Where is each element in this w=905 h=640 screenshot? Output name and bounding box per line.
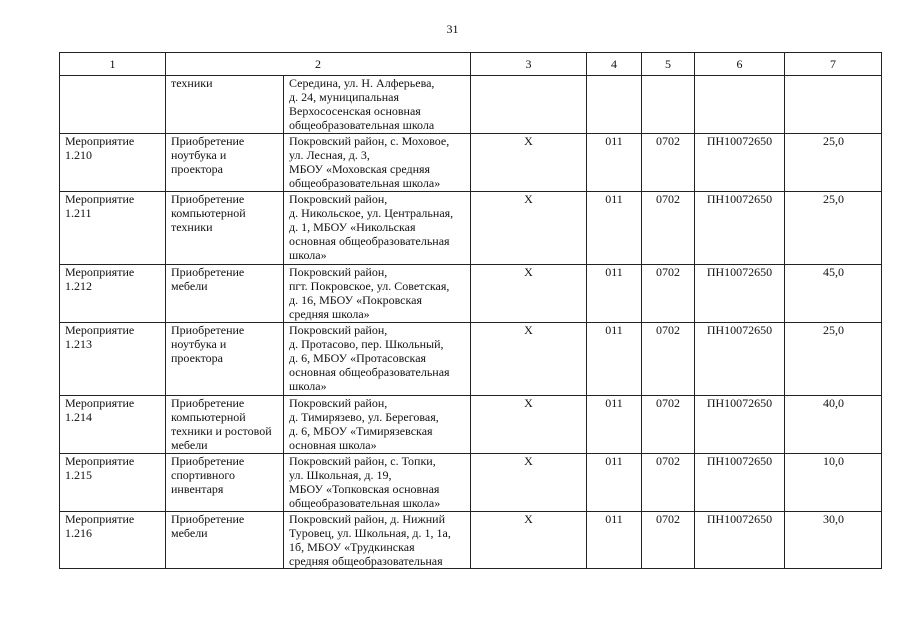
mark-cell: Х bbox=[471, 512, 587, 569]
event-number-cell bbox=[60, 192, 166, 265]
address-cell-line: общеобразовательная школа» bbox=[289, 176, 441, 190]
purchase-cell bbox=[166, 512, 284, 569]
table-row bbox=[60, 512, 882, 569]
section-cell: 0702 bbox=[642, 134, 695, 192]
target-code-cell: ПН10072650 bbox=[695, 512, 785, 569]
purchase-cell-line: техники и ростовой bbox=[171, 424, 272, 438]
target-code-cell: ПН10072650 bbox=[695, 134, 785, 192]
address-cell-line: школа» bbox=[289, 379, 327, 393]
amount-cell: 25,0 bbox=[785, 323, 882, 396]
address-cell-line: средняя общеобразовательная bbox=[289, 554, 443, 568]
address-cell-line: д. Тимирязево, ул. Береговая, bbox=[289, 410, 439, 424]
purchase-cell-line: мебели bbox=[171, 279, 208, 293]
purchase-cell-line: Приобретение bbox=[171, 512, 245, 526]
section-cell: 0702 bbox=[642, 323, 695, 396]
event-number-cell-line: 1.214 bbox=[65, 410, 92, 424]
address-cell-line: Покровский район, bbox=[289, 192, 388, 206]
purchase-cell-line: Приобретение bbox=[171, 265, 245, 279]
amount-cell: 40,0 bbox=[785, 396, 882, 454]
purchase-cell-line: Приобретение bbox=[171, 192, 245, 206]
cont-col2 bbox=[166, 76, 284, 134]
mark-cell: Х bbox=[471, 396, 587, 454]
address-cell-line: МБОУ «Топковская основная bbox=[289, 482, 440, 496]
address-cell-line: основная школа» bbox=[289, 438, 377, 452]
cont-col4 bbox=[471, 76, 587, 134]
address-cell-line: ул. Лесная, д. 3, bbox=[289, 148, 370, 162]
mark-cell: Х bbox=[471, 265, 587, 323]
address-cell-line: ул. Школьная, д. 19, bbox=[289, 468, 392, 482]
header-cell-1: 1 bbox=[60, 53, 166, 76]
header-cell-5: 5 bbox=[642, 53, 695, 76]
address-cell-line: пгт. Покровское, ул. Советская, bbox=[289, 279, 450, 293]
address-cell bbox=[284, 192, 471, 265]
event-number-cell-line: 1.213 bbox=[65, 337, 92, 351]
cont-col3-line: Верхососенская основная bbox=[289, 104, 421, 118]
mark-cell: Х bbox=[471, 323, 587, 396]
amount-cell: 25,0 bbox=[785, 192, 882, 265]
address-cell-line: Покровский район, bbox=[289, 323, 388, 337]
address-cell-line: школа» bbox=[289, 248, 327, 262]
code-cell: 011 bbox=[587, 512, 642, 569]
amount-cell: 45,0 bbox=[785, 265, 882, 323]
purchase-cell bbox=[166, 265, 284, 323]
cont-col5 bbox=[587, 76, 642, 134]
address-cell-line: Покровский район, bbox=[289, 265, 388, 279]
address-cell-line: основная общеобразовательная bbox=[289, 234, 450, 248]
cont-col8 bbox=[785, 76, 882, 134]
event-number-cell bbox=[60, 134, 166, 192]
purchase-cell-line: инвентаря bbox=[171, 482, 224, 496]
purchase-cell bbox=[166, 323, 284, 396]
event-number-cell bbox=[60, 454, 166, 512]
table-row bbox=[60, 192, 882, 265]
event-number-cell-line: 1.210 bbox=[65, 148, 92, 162]
target-code-cell: ПН10072650 bbox=[695, 323, 785, 396]
address-cell-line: 1б, МБОУ «Трудкинская bbox=[289, 540, 415, 554]
mark-cell: Х bbox=[471, 134, 587, 192]
purchase-cell bbox=[166, 454, 284, 512]
cont-col3 bbox=[284, 76, 471, 134]
header-cell-4: 4 bbox=[587, 53, 642, 76]
event-number-cell bbox=[60, 512, 166, 569]
event-number-cell-line: Мероприятие bbox=[65, 512, 135, 526]
address-cell-line: д. Никольское, ул. Центральная, bbox=[289, 206, 454, 220]
address-cell bbox=[284, 134, 471, 192]
cont-col3-line: д. 24, муниципальная bbox=[289, 90, 399, 104]
address-cell-line: д. Протасово, пер. Школьный, bbox=[289, 337, 444, 351]
table-row bbox=[60, 323, 882, 396]
address-cell-line: Покровский район, с. Моховое, bbox=[289, 134, 450, 148]
purchase-cell-line: компьютерной bbox=[171, 410, 246, 424]
address-cell bbox=[284, 512, 471, 569]
amount-cell: 30,0 bbox=[785, 512, 882, 569]
purchase-cell-line: проектора bbox=[171, 351, 223, 365]
section-cell: 0702 bbox=[642, 192, 695, 265]
budget-table bbox=[59, 52, 882, 569]
purchase-cell-line: техники bbox=[171, 220, 213, 234]
code-cell: 011 bbox=[587, 192, 642, 265]
mark-cell: Х bbox=[471, 454, 587, 512]
purchase-cell-line: Приобретение bbox=[171, 134, 245, 148]
event-number-cell-line: 1.215 bbox=[65, 468, 92, 482]
event-number-cell bbox=[60, 265, 166, 323]
purchase-cell-line: ноутбука и bbox=[171, 337, 227, 351]
address-cell-line: МБОУ «Моховская средняя bbox=[289, 162, 431, 176]
cont-col6 bbox=[642, 76, 695, 134]
table-row bbox=[60, 134, 882, 192]
page-number: 31 bbox=[446, 22, 459, 36]
header-cell-6: 6 bbox=[695, 53, 785, 76]
address-cell-line: д. 6, МБОУ «Тимирязевская bbox=[289, 424, 433, 438]
purchase-cell bbox=[166, 396, 284, 454]
event-number-cell-line: Мероприятие bbox=[65, 265, 135, 279]
purchase-cell-line: компьютерной bbox=[171, 206, 246, 220]
event-number-cell-line: Мероприятие bbox=[65, 192, 135, 206]
header-row bbox=[60, 53, 882, 76]
purchase-cell-line: спортивного bbox=[171, 468, 235, 482]
address-cell-line: общеобразовательная школа» bbox=[289, 496, 441, 510]
address-cell bbox=[284, 265, 471, 323]
purchase-cell-line: Приобретение bbox=[171, 323, 245, 337]
purchase-cell-line: мебели bbox=[171, 438, 208, 452]
cont-col2-line: техники bbox=[171, 76, 213, 90]
address-cell-line: Покровский район, bbox=[289, 396, 388, 410]
target-code-cell: ПН10072650 bbox=[695, 265, 785, 323]
purchase-cell-line: мебели bbox=[171, 526, 208, 540]
code-cell: 011 bbox=[587, 134, 642, 192]
table-row bbox=[60, 454, 882, 512]
mark-cell: Х bbox=[471, 192, 587, 265]
event-number-cell-line: 1.211 bbox=[65, 206, 92, 220]
event-number-cell-line: Мероприятие bbox=[65, 396, 135, 410]
amount-cell: 10,0 bbox=[785, 454, 882, 512]
target-code-cell: ПН10072650 bbox=[695, 454, 785, 512]
section-cell: 0702 bbox=[642, 512, 695, 569]
address-cell-line: Покровский район, с. Топки, bbox=[289, 454, 436, 468]
address-cell-line: Туровец, ул. Школьная, д. 1, 1а, bbox=[289, 526, 451, 540]
header-cell-7: 7 bbox=[785, 53, 882, 76]
cont-col1 bbox=[60, 76, 166, 134]
address-cell-line: д. 16, МБОУ «Покровская bbox=[289, 293, 422, 307]
event-number-cell bbox=[60, 396, 166, 454]
table-row bbox=[60, 265, 882, 323]
section-cell: 0702 bbox=[642, 265, 695, 323]
event-number-cell-line: Мероприятие bbox=[65, 323, 135, 337]
target-code-cell: ПН10072650 bbox=[695, 396, 785, 454]
code-cell: 011 bbox=[587, 265, 642, 323]
address-cell-line: средняя школа» bbox=[289, 307, 370, 321]
address-cell bbox=[284, 454, 471, 512]
code-cell: 011 bbox=[587, 454, 642, 512]
address-cell-line: д. 1, МБОУ «Никольская bbox=[289, 220, 416, 234]
address-cell bbox=[284, 396, 471, 454]
purchase-cell-line: Приобретение bbox=[171, 454, 245, 468]
purchase-cell-line: Приобретение bbox=[171, 396, 245, 410]
event-number-cell-line: Мероприятие bbox=[65, 454, 135, 468]
code-cell: 011 bbox=[587, 323, 642, 396]
address-cell-line: д. 6, МБОУ «Протасовская bbox=[289, 351, 427, 365]
cont-col3-line: общеобразовательная школа bbox=[289, 118, 435, 132]
section-cell: 0702 bbox=[642, 396, 695, 454]
header-cell-3: 3 bbox=[471, 53, 587, 76]
section-cell: 0702 bbox=[642, 454, 695, 512]
purchase-cell-line: проектора bbox=[171, 162, 223, 176]
purchase-cell bbox=[166, 192, 284, 265]
event-number-cell-line: 1.212 bbox=[65, 279, 92, 293]
purchase-cell bbox=[166, 134, 284, 192]
event-number-cell bbox=[60, 323, 166, 396]
address-cell bbox=[284, 323, 471, 396]
event-number-cell-line: 1.216 bbox=[65, 526, 92, 540]
target-code-cell: ПН10072650 bbox=[695, 192, 785, 265]
purchase-cell-line: ноутбука и bbox=[171, 148, 227, 162]
address-cell-line: основная общеобразовательная bbox=[289, 365, 450, 379]
header-cell-2: 2 bbox=[166, 53, 471, 76]
code-cell: 011 bbox=[587, 396, 642, 454]
amount-cell: 25,0 bbox=[785, 134, 882, 192]
continuation-row bbox=[60, 76, 882, 134]
address-cell-line: Покровский район, д. Нижний bbox=[289, 512, 446, 526]
table-row bbox=[60, 396, 882, 454]
cont-col3-line: Середина, ул. Н. Алферьева, bbox=[289, 76, 435, 90]
cont-col7 bbox=[695, 76, 785, 134]
event-number-cell-line: Мероприятие bbox=[65, 134, 135, 148]
